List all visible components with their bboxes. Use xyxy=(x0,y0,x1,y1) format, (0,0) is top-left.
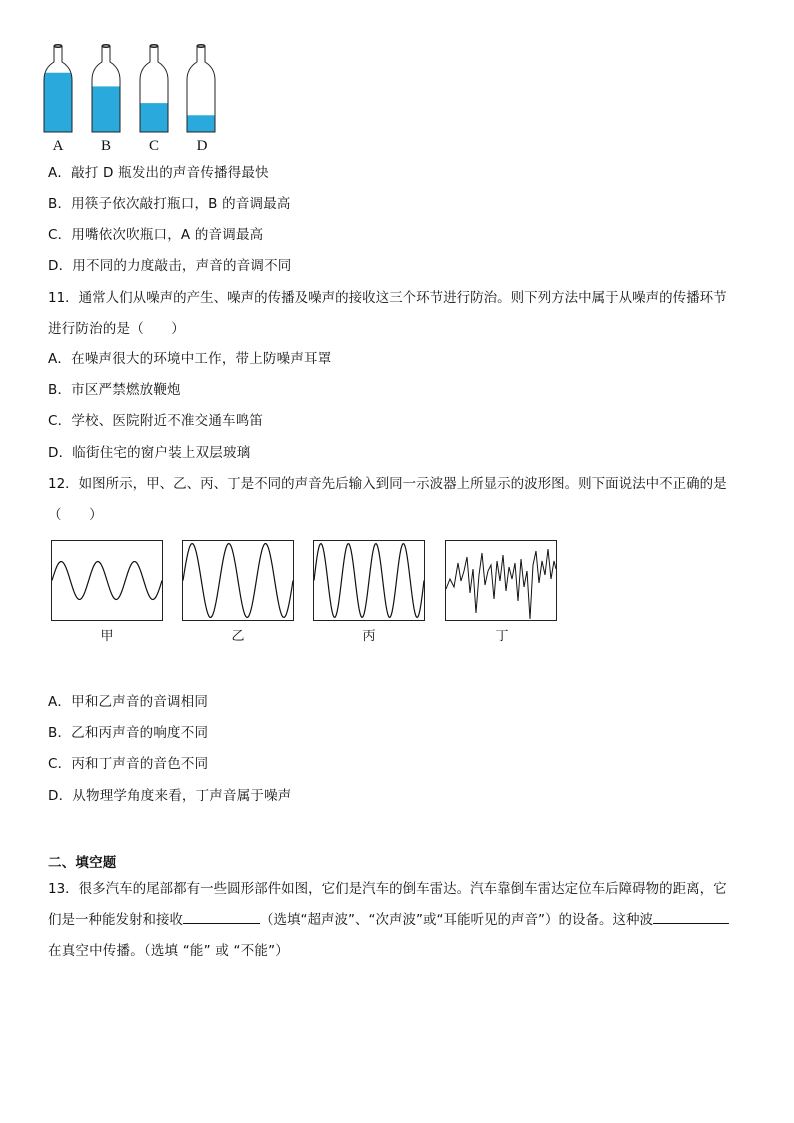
q10-option-b: B．用筷子依次敲打瓶口，B 的音调最高 xyxy=(48,196,291,212)
q13-line2-part-b: （选填“超声波”、“次声波”或“耳能听见的声音”）的设备。这种波 xyxy=(260,912,653,928)
q13-blank-2[interactable] xyxy=(653,909,729,924)
bottle-water-a xyxy=(44,73,72,132)
waveform-label-bing: 丙 xyxy=(362,629,376,644)
waveform-ding xyxy=(445,540,557,621)
q13-blank-1[interactable] xyxy=(183,909,260,924)
q12-stem-line2: （ ） xyxy=(48,507,103,523)
bottle-water-b xyxy=(92,86,120,132)
q12-option-d: D．从物理学角度来看，丁声音属于噪声 xyxy=(48,788,292,804)
q11-option-a: A．在噪声很大的环境中工作，带上防噪声耳罩 xyxy=(48,351,332,367)
q12-option-c: C．丙和丁声音的音色不同 xyxy=(48,756,209,772)
q11-stem-line1: 11．通常人们从噪声的产生、噪声的传播及噪声的接收这三个环节进行防治。则下列方法中属于从噪声的传播环节 xyxy=(48,290,727,306)
q12-option-a: A．甲和乙声音的音调相同 xyxy=(48,694,209,710)
q13-line3: 在真空中传播。（选填 “能” 或 “不能”） xyxy=(48,943,289,959)
bottle-label-a: A xyxy=(52,138,64,154)
bottle-water-c xyxy=(140,103,168,132)
q10-option-a: A．敲打 D 瓶发出的声音传播得最快 xyxy=(48,165,269,181)
bottle-label-d: D xyxy=(196,138,208,154)
q13-line1: 13．很多汽车的尾部都有一些圆形部件如图，它们是汽车的倒车雷达。汽车靠倒车雷达定位车后障碍物的距离，它 xyxy=(48,881,727,897)
bottle-label-b: B xyxy=(100,138,111,154)
waveform-label-yi: 乙 xyxy=(231,629,245,644)
q11-option-c: C．学校、医院附近不准交通车鸣笛 xyxy=(48,413,264,429)
q10-option-d: D．用不同的力度敲击，声音的音调不同 xyxy=(48,258,292,274)
q13-line2-part-a: 们是一种能发射和接收 xyxy=(48,912,183,928)
q12-stem-line1: 12．如图所示，甲、乙、丙、丁是不同的声音先后输入到同一示波器上所显示的波形图。则下面说法中不正确的是 xyxy=(48,476,727,492)
q12-option-b: B．乙和丙声音的响度不同 xyxy=(48,725,209,741)
waveform-jia xyxy=(51,540,163,621)
q11-stem-line2: 进行防治的是（ ） xyxy=(48,321,185,337)
q10-option-c: C．用嘴依次吹瓶口，A 的音调最高 xyxy=(48,227,264,243)
q13-line2 xyxy=(48,908,729,928)
bottle-label-c: C xyxy=(148,138,159,154)
section-title: 二、填空题 xyxy=(48,855,117,871)
bottles-drawing xyxy=(40,42,230,138)
bottle-water-d xyxy=(187,115,215,132)
waveform-yi xyxy=(182,540,294,621)
q11-option-d: D．临街住宅的窗户装上双层玻璃 xyxy=(48,445,251,461)
waveform-label-jia: 甲 xyxy=(100,629,114,644)
waveform-label-ding: 丁 xyxy=(495,629,509,644)
waveform-bing xyxy=(313,540,425,621)
q11-option-b: B．市区严禁燃放鞭炮 xyxy=(48,382,181,398)
